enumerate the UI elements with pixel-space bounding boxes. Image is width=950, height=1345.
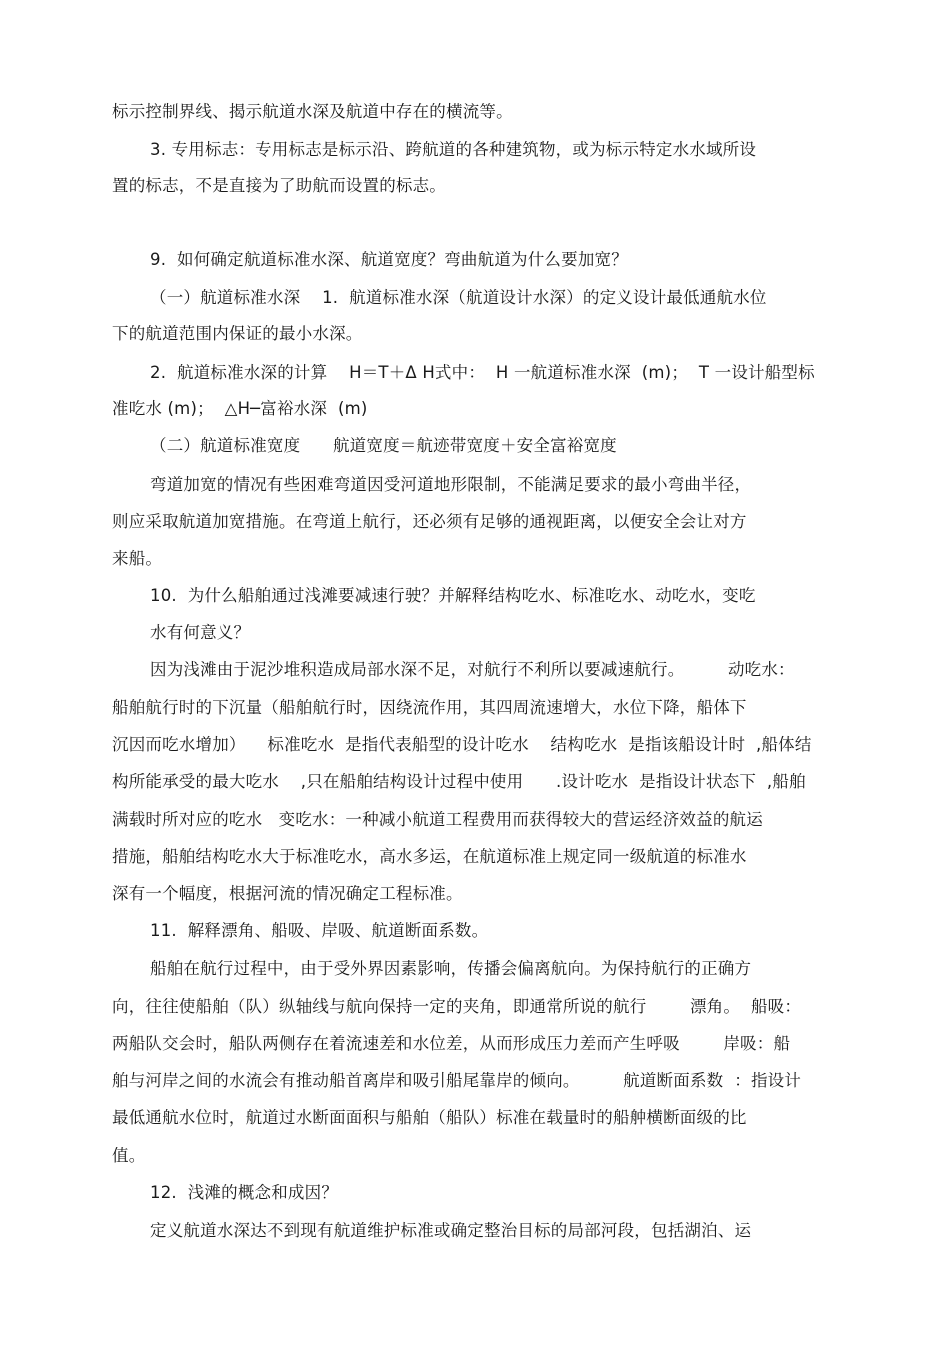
question-heading: 9. 如何确定航道标准水深、航道宽度？弯曲航道为什么要加宽？ [150, 250, 628, 269]
text-line: 弯道加宽的情况有些困难弯道因受河道地形限制，不能满足要求的最小弯曲半径， [150, 475, 752, 494]
text-line: 沉因而吃水增加） 标准吃水 是指代表船型的设计吃水 结构吃水 是指该船设计时 ,船体结 [112, 735, 812, 754]
text-line: 船舶在航行过程中，由于受外界因素影响，传播会偏离航向。为保持航行的正确方 [150, 959, 752, 978]
text-line: 措施，船舶结构吃水大于标准吃水，高水多运，在航道标准上规定同一级航道的标准水 [112, 847, 747, 866]
text-line: 向，往往使船舶（队）纵轴线与航向保持一定的夹角，即通常所说的航行 漂角。 船吸： [112, 997, 802, 1016]
text-line: 船舶航行时的下沉量（船舶航行时，因绕流作用，其四周流速增大，水位下降，船体下 [112, 698, 747, 717]
question-heading: 12. 浅滩的概念和成因？ [150, 1183, 339, 1202]
text-line: 两船队交会时，船队两侧存在着流速差和水位差，从而形成压力差而产生呼吸 岸吸：船 [112, 1034, 791, 1053]
text-line: 2. 航道标准水深的计算 H＝T＋Δ H式中： H 一航道标准水深 (m)； T 一设计船型标 [150, 363, 815, 382]
question-heading: 11. 解释漂角、船吸、岸吸、航道断面系数。 [150, 921, 489, 940]
text-line: 定义航道水深达不到现有航道维护标准或确定整治目标的局部河段，包括湖泊、运 [150, 1221, 752, 1240]
text-line: 标示控制界线、揭示航道水深及航道中存在的横流等。 [112, 102, 513, 121]
text-line: 则应采取航道加宽措施。在弯道上航行，还必须有足够的通视距离，以便安全会让对方 [112, 512, 747, 531]
text-line: 满载时所对应的吃水 变吃水：一种减小航道工程费用而获得较大的营运经济效益的航运 [112, 810, 763, 829]
question-heading: 水有何意义？ [150, 623, 251, 642]
text-line: 准吃水 (m)； △H─富裕水深 (m) [112, 399, 368, 418]
text-line: 舶与河岸之间的水流会有推动船首离岸和吸引船尾靠岸的倾向。 航道断面系数 ：指设计 [112, 1071, 802, 1090]
text-line: 3. 专用标志：专用标志是标示沿、跨航道的各种建筑物，或为标示特定水水域所设 [150, 140, 757, 159]
text-line: 下的航道范围内保证的最小水深。 [112, 324, 363, 343]
text-line: （一）航道标准水深 1. 航道标准水深（航道设计水深）的定义设计最低通航水位 [150, 288, 767, 307]
text-line: 来船。 [112, 549, 163, 568]
question-heading: 10. 为什么船舶通过浅滩要减速行驶？并解释结构吃水、标准吃水、动吃水，变吃 [150, 586, 756, 605]
text-line: （二）航道标准宽度 航道宽度＝航迹带宽度＋安全富裕宽度 [150, 436, 617, 455]
text-line: 最低通航水位时，航道过水断面面积与船舶（船队）标准在载量时的船舯横断面级的比 [112, 1108, 747, 1127]
text-line: 值。 [112, 1146, 146, 1165]
text-line: 置的标志，不是直接为了助航而设置的标志。 [112, 176, 446, 195]
text-line: 因为浅滩由于泥沙堆积造成局部水深不足，对航行不利所以要减速航行。 动吃水： [150, 660, 795, 679]
text-line: 深有一个幅度，根据河流的情况确定工程标准。 [112, 884, 463, 903]
text-line: 构所能承受的最大吃水 ,只在船舶结构设计过程中使用 .设计吃水 是指设计状态下 ,船舶 [112, 772, 806, 791]
